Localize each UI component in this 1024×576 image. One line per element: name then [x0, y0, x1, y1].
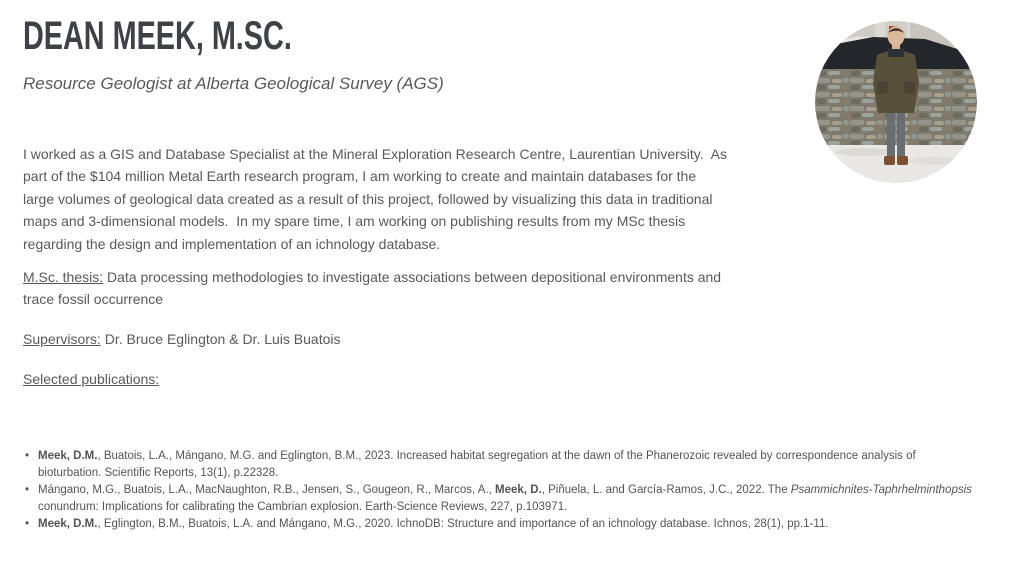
publications-list	[23, 448, 1013, 533]
publication-text: Meek, D.M., Buatois, L.A., Mángano, M.G. and Eglington, B.M., 2023. Increased habitat segregation at the dawn of the Phanerozoic revealed by correspondence analysis of bioturbation. Scientific Reports, 13(1), p.22328.	[38, 450, 916, 479]
thesis-section	[23, 266, 721, 311]
bullet-icon: •	[25, 484, 30, 496]
bullet-icon: •	[25, 450, 30, 462]
publication-item	[23, 482, 1013, 516]
supervisors-label: Supervisors:	[23, 331, 101, 347]
bio-paragraph	[23, 143, 727, 255]
thesis-line: trace fossil occurrence	[23, 291, 164, 308]
bullet-icon: •	[25, 518, 30, 530]
bio-line: part of the $104 million Metal Earth research program, I am working to create and maintain databases for the	[23, 168, 697, 185]
publication-text: Mángano, M.G., Buatois, L.A., MacNaughton, R.B., Jensen, S., Gougeon, R., Marcos, A., Meek, D., Piñuela, L. and García-Ramos, J.C., 2022. The Psammichnites-Taphrhelminthopsis conundrum: Implications for calibrating the Cambrian explosion. Earth-Science Reviews, 227, p.103971.	[38, 484, 972, 513]
thesis-line	[23, 266, 721, 288]
publications-heading-label: Selected publications:	[23, 371, 160, 387]
supervisors-line	[23, 328, 341, 350]
publication-text: Meek, D.M., Eglington, B.M., Buatois, L.A. and Mángano, M.G., 2020. IchnoDB: Structure and importance of an ichnology database. Ichnos, 28(1), pp.1-11.	[38, 518, 829, 530]
publications-heading	[23, 368, 159, 390]
bio-line: I worked as a GIS and Database Specialist at the Mineral Exploration Research Centre, Laurentian University. As	[23, 146, 727, 162]
page-title: DEAN MEEK, M.SC.	[23, 14, 292, 58]
supervisors-section	[23, 328, 341, 350]
thesis-label: M.Sc. thesis:	[23, 269, 104, 285]
supervisors-text: Dr. Bruce Eglington & Dr. Luis Buatois	[100, 331, 341, 347]
profile-photo	[815, 21, 977, 183]
bio-line: maps and 3-dimensional models. In my spare time, I am working on publishing results from my MSc thesis	[23, 213, 686, 230]
publication-item	[23, 516, 1013, 533]
bio-line: large volumes of geological data created as a result of this project, followed by visualizing this data in traditional	[23, 190, 713, 207]
publication-item	[23, 448, 1013, 482]
profile-photo-illustration	[815, 21, 977, 183]
thesis-text: Data processing methodologies to investigate associations between depositional environments and	[103, 269, 722, 285]
job-title: Resource Geologist at Alberta Geological Survey (AGS)	[23, 74, 444, 93]
bio-line: regarding the design and implementation of an ichnology database.	[23, 235, 441, 252]
